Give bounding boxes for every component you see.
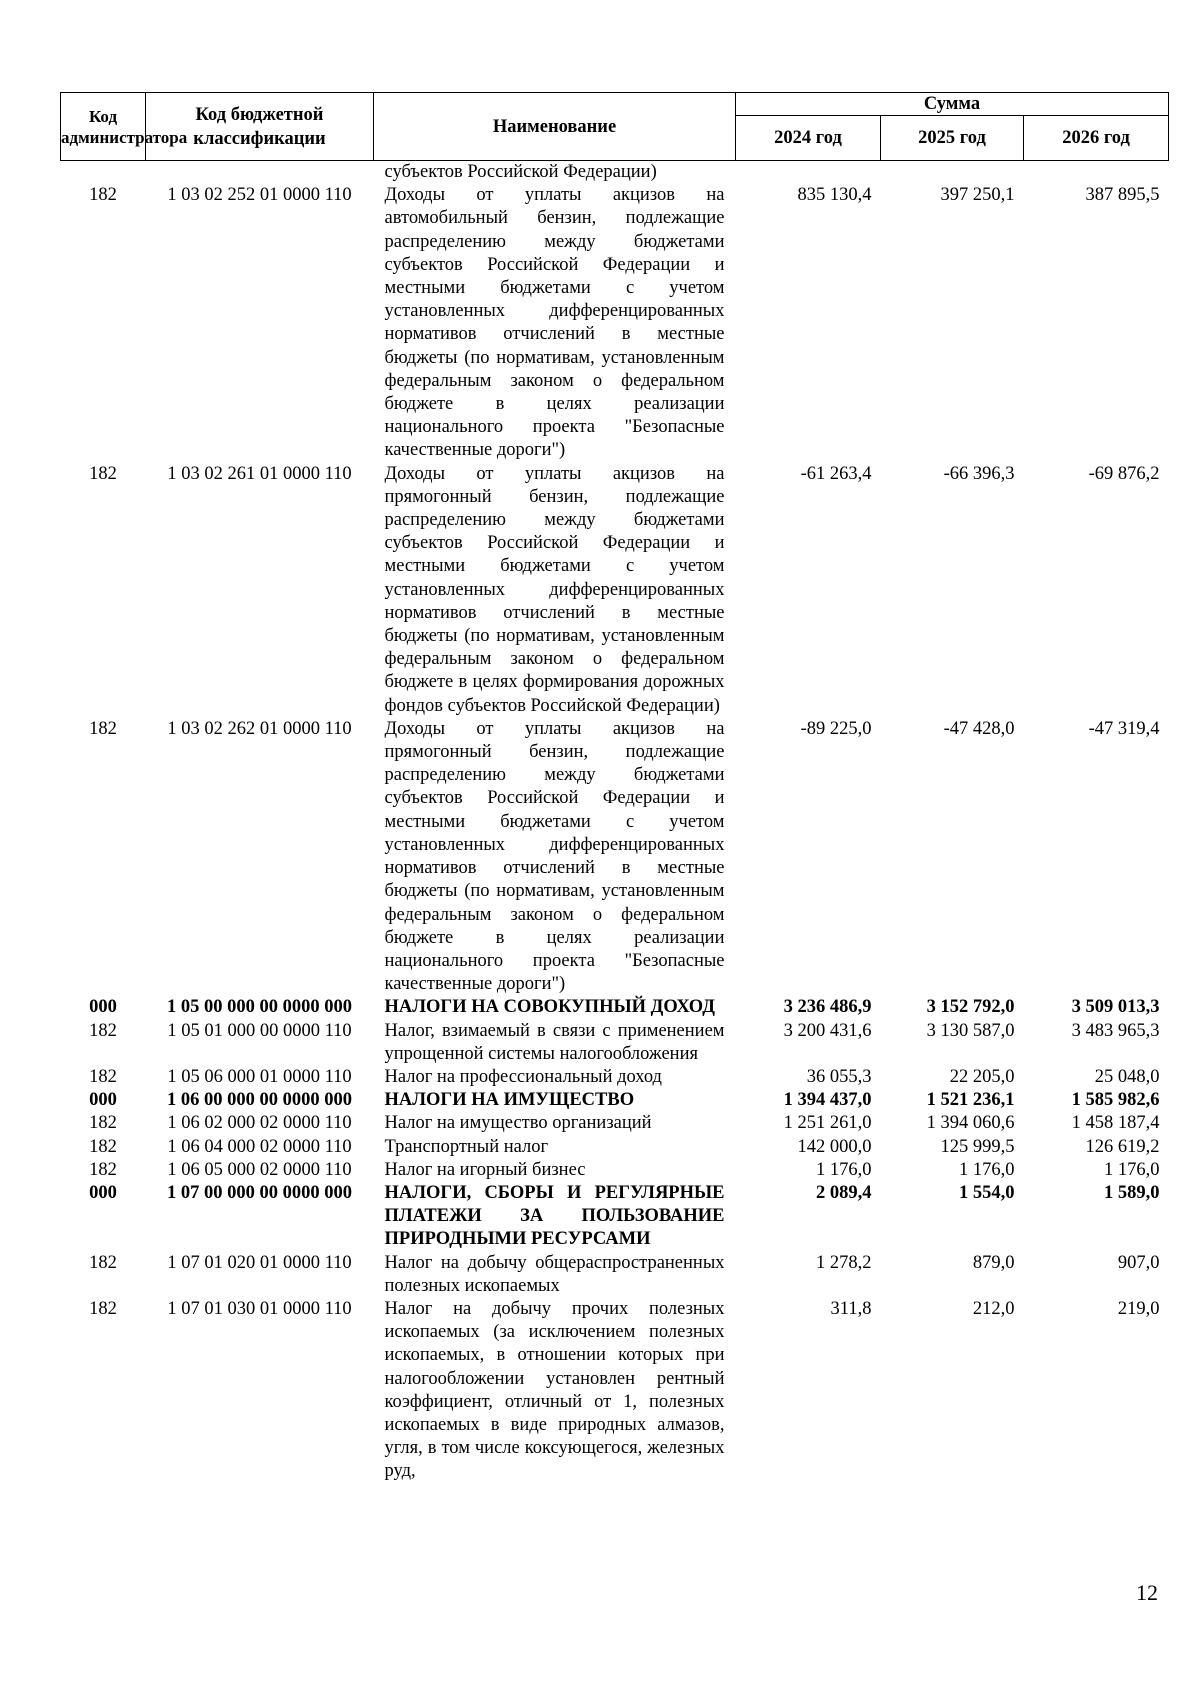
cell-amount-2026: 1 176,0 <box>1104 1159 1160 1180</box>
cell-amount-2024: 3 200 431,6 <box>783 1020 872 1041</box>
cell-amount-2026: 25 048,0 <box>1094 1066 1160 1087</box>
table-row <box>61 1136 1169 1159</box>
cell-amount-2024: -61 263,4 <box>800 463 872 484</box>
cell-name: Доходы от уплаты акцизов на прямогонный бензин, подлежащие распределению между бюджетами субъектов Российской Федерации и местными бюджетами с учетом установленных дифференцированных нормативов отчислений в местные бюджеты (по нормативам, установленным федеральным законом о федеральном бюджете в целях реализации национального проекта "Безопасные качественные дороги") <box>384 718 725 995</box>
cell-amount-2025: 1 521 236,1 <box>926 1090 1015 1111</box>
cell-budget-classification-code: 1 07 00 000 00 0000 000 <box>167 1182 352 1203</box>
cell-admin-code: 182 <box>89 185 117 206</box>
table-header <box>61 93 1169 161</box>
table-row <box>61 1020 1169 1066</box>
cell-name: НАЛОГИ, СБОРЫ И РЕГУЛЯРНЫЕ ПЛАТЕЖИ ЗА ПОЛЬЗОВАНИЕ ПРИРОДНЫМИ РЕСУРСАМИ <box>384 1182 725 1250</box>
cell-amount-2026: -47 319,4 <box>1088 718 1160 739</box>
cell-admin-code: 182 <box>89 1159 117 1180</box>
cell-budget-classification-code: 1 03 02 262 01 0000 110 <box>167 718 352 739</box>
cell-name: НАЛОГИ НА ИМУЩЕСТВО <box>384 1090 635 1111</box>
cell-budget-classification-code: 1 07 01 030 01 0000 110 <box>167 1298 352 1319</box>
cell-amount-2025: 22 205,0 <box>949 1066 1015 1087</box>
header-year-2025: 2025 год <box>881 116 1024 161</box>
header-sum: Сумма <box>736 93 1169 116</box>
cell-name: Доходы от уплаты акцизов на прямогонный бензин, подлежащие распределению между бюджетами субъектов Российской Федерации и местными бюджетами с учетом установленных дифференцированных нормативов отчислений в местные бюджеты (по нормативам, установленным федеральным законом о федеральном бюджете в целях формирования дорожных фондов субъектов Российской Федерации) <box>384 463 725 716</box>
cell-budget-classification-code: 1 03 02 261 01 0000 110 <box>167 463 352 484</box>
cell-name: Налог на добычу прочих полезных ископаемых (за исключением полезных ископаемых, в отношении которых при налогообложении установлен рентный коэффициент, отличный от 1, полезных ископаемых в виде природных алмазов, угля, в том числе коксующегося, железных руд, <box>384 1298 725 1482</box>
cell-name: Доходы от уплаты акцизов на автомобильный бензин, подлежащие распределению между бюджетами субъектов Российской Федерации и местными бюджетами с учетом установленных дифференцированных нормативов отчислений в местные бюджеты (по нормативам, установленным федеральным законом о федеральном бюджете в целях реализации национального проекта "Безопасные качественные дороги") <box>384 185 725 461</box>
table-row <box>61 996 1169 1019</box>
cell-amount-2026: 387 895,5 <box>1085 185 1160 206</box>
cell-admin-code: 000 <box>89 1182 117 1203</box>
cell-amount-2024 <box>736 161 881 185</box>
cell-name: Налог, взимаемый в связи с применением упрощенной системы налогообложения <box>384 1020 725 1064</box>
cell-amount-2024: 835 130,4 <box>797 185 872 206</box>
cell-admin-code: 182 <box>89 1020 117 1041</box>
cell-admin-code: 182 <box>89 1113 117 1134</box>
header-budget-classification-code: Код бюджетной классификации <box>146 93 374 161</box>
cell-budget-classification-code: 1 03 02 252 01 0000 110 <box>167 185 352 206</box>
header-admin-code: Код администратора <box>61 93 146 161</box>
cell-admin-code: 182 <box>89 1066 117 1087</box>
table-row <box>61 1182 1169 1252</box>
cell-amount-2025: 125 999,5 <box>940 1136 1015 1157</box>
table-row <box>61 1252 1169 1298</box>
cell-amount-2025: 212,0 <box>972 1298 1015 1319</box>
cell-amount-2026: 1 458 187,4 <box>1071 1113 1160 1134</box>
cell-budget-classification-code: 1 05 01 000 00 0000 110 <box>167 1020 352 1041</box>
cell-name: Транспортный налог <box>384 1136 549 1157</box>
table-body <box>61 161 1169 1484</box>
cell-name: Налог на профессиональный доход <box>384 1066 662 1087</box>
cell-admin-code: 182 <box>89 1252 117 1273</box>
header-year-2026: 2026 год <box>1024 116 1169 161</box>
cell-amount-2024: 36 055,3 <box>806 1066 872 1087</box>
cell-amount-2025 <box>881 161 1024 185</box>
cell-amount-2025: 3 152 792,0 <box>926 997 1015 1018</box>
cell-admin-code: 000 <box>89 997 117 1018</box>
cell-amount-2026: -69 876,2 <box>1088 463 1160 484</box>
cell-amount-2024: 1 251 261,0 <box>783 1113 872 1134</box>
cell-budget-classification-code: 1 07 01 020 01 0000 110 <box>167 1252 352 1273</box>
cell-name: Налог на игорный бизнес <box>384 1159 586 1180</box>
cell-admin-code: 182 <box>89 1136 117 1157</box>
cell-amount-2026: 907,0 <box>1117 1252 1160 1273</box>
cell-amount-2026: 3 509 013,3 <box>1071 997 1160 1018</box>
cell-budget-classification-code: 1 06 05 000 02 0000 110 <box>167 1159 352 1180</box>
table-row <box>61 1066 1169 1089</box>
table-row <box>61 1159 1169 1182</box>
cell-amount-2025: 1 176,0 <box>959 1159 1015 1180</box>
table-row <box>61 184 1169 462</box>
cell-amount-2026: 219,0 <box>1117 1298 1160 1319</box>
table-row <box>61 1112 1169 1135</box>
header-year-2024: 2024 год <box>736 116 881 161</box>
cell-amount-2024: 311,8 <box>830 1298 872 1319</box>
page-number: 12 <box>1136 1580 1158 1605</box>
cell-budget-classification-code <box>146 161 374 185</box>
cell-name: Налог на добычу общераспространенных полезных ископаемых <box>384 1252 725 1296</box>
cell-amount-2025: 3 130 587,0 <box>926 1020 1015 1041</box>
cell-amount-2025: -47 428,0 <box>943 718 1015 739</box>
cell-budget-classification-code: 1 06 02 000 02 0000 110 <box>167 1113 352 1134</box>
cell-admin-code: 182 <box>89 463 117 484</box>
table-row <box>61 1298 1169 1484</box>
cell-amount-2026: 3 483 965,3 <box>1071 1020 1160 1041</box>
cell-budget-classification-code: 1 06 00 000 00 0000 000 <box>167 1090 352 1111</box>
cell-budget-classification-code: 1 05 00 000 00 0000 000 <box>167 997 352 1018</box>
cell-amount-2025: 1 394 060,6 <box>926 1113 1015 1134</box>
table-row <box>61 718 1169 996</box>
cell-amount-2024: 1 176,0 <box>816 1159 872 1180</box>
table-row <box>61 463 1169 718</box>
cell-amount-2024: 3 236 486,9 <box>783 997 872 1018</box>
cell-amount-2024: -89 225,0 <box>800 718 872 739</box>
cell-admin-code: 182 <box>89 718 117 739</box>
cell-amount-2026: 1 585 982,6 <box>1071 1090 1160 1111</box>
header-name: Наименование <box>374 93 736 161</box>
cell-amount-2025: -66 396,3 <box>943 463 1015 484</box>
budget-revenue-table <box>60 92 1169 1484</box>
cell-admin-code: 000 <box>89 1090 117 1111</box>
cell-budget-classification-code: 1 05 06 000 01 0000 110 <box>167 1066 352 1087</box>
cell-amount-2026: 1 589,0 <box>1104 1182 1160 1203</box>
cell-admin-code <box>61 161 146 185</box>
table-row <box>61 161 1169 185</box>
cell-amount-2025: 1 554,0 <box>959 1182 1015 1203</box>
table-row <box>61 1089 1169 1112</box>
cell-amount-2025: 879,0 <box>972 1252 1015 1273</box>
cell-name: Налог на имущество организаций <box>384 1113 652 1134</box>
cell-name: НАЛОГИ НА СОВОКУПНЫЙ ДОХОД <box>384 997 715 1018</box>
cell-budget-classification-code: 1 06 04 000 02 0000 110 <box>167 1136 352 1157</box>
cell-amount-2024: 2 089,4 <box>816 1182 872 1203</box>
cell-amount-2024: 1 278,2 <box>816 1252 872 1273</box>
cell-amount-2025: 397 250,1 <box>940 185 1015 206</box>
cell-amount-2026 <box>1024 161 1169 185</box>
cell-amount-2026: 126 619,2 <box>1085 1136 1160 1157</box>
cell-name: субъектов Российской Федерации) <box>384 162 657 182</box>
cell-amount-2024: 1 394 437,0 <box>783 1090 872 1111</box>
cell-admin-code: 182 <box>89 1298 117 1319</box>
cell-amount-2024: 142 000,0 <box>797 1136 872 1157</box>
